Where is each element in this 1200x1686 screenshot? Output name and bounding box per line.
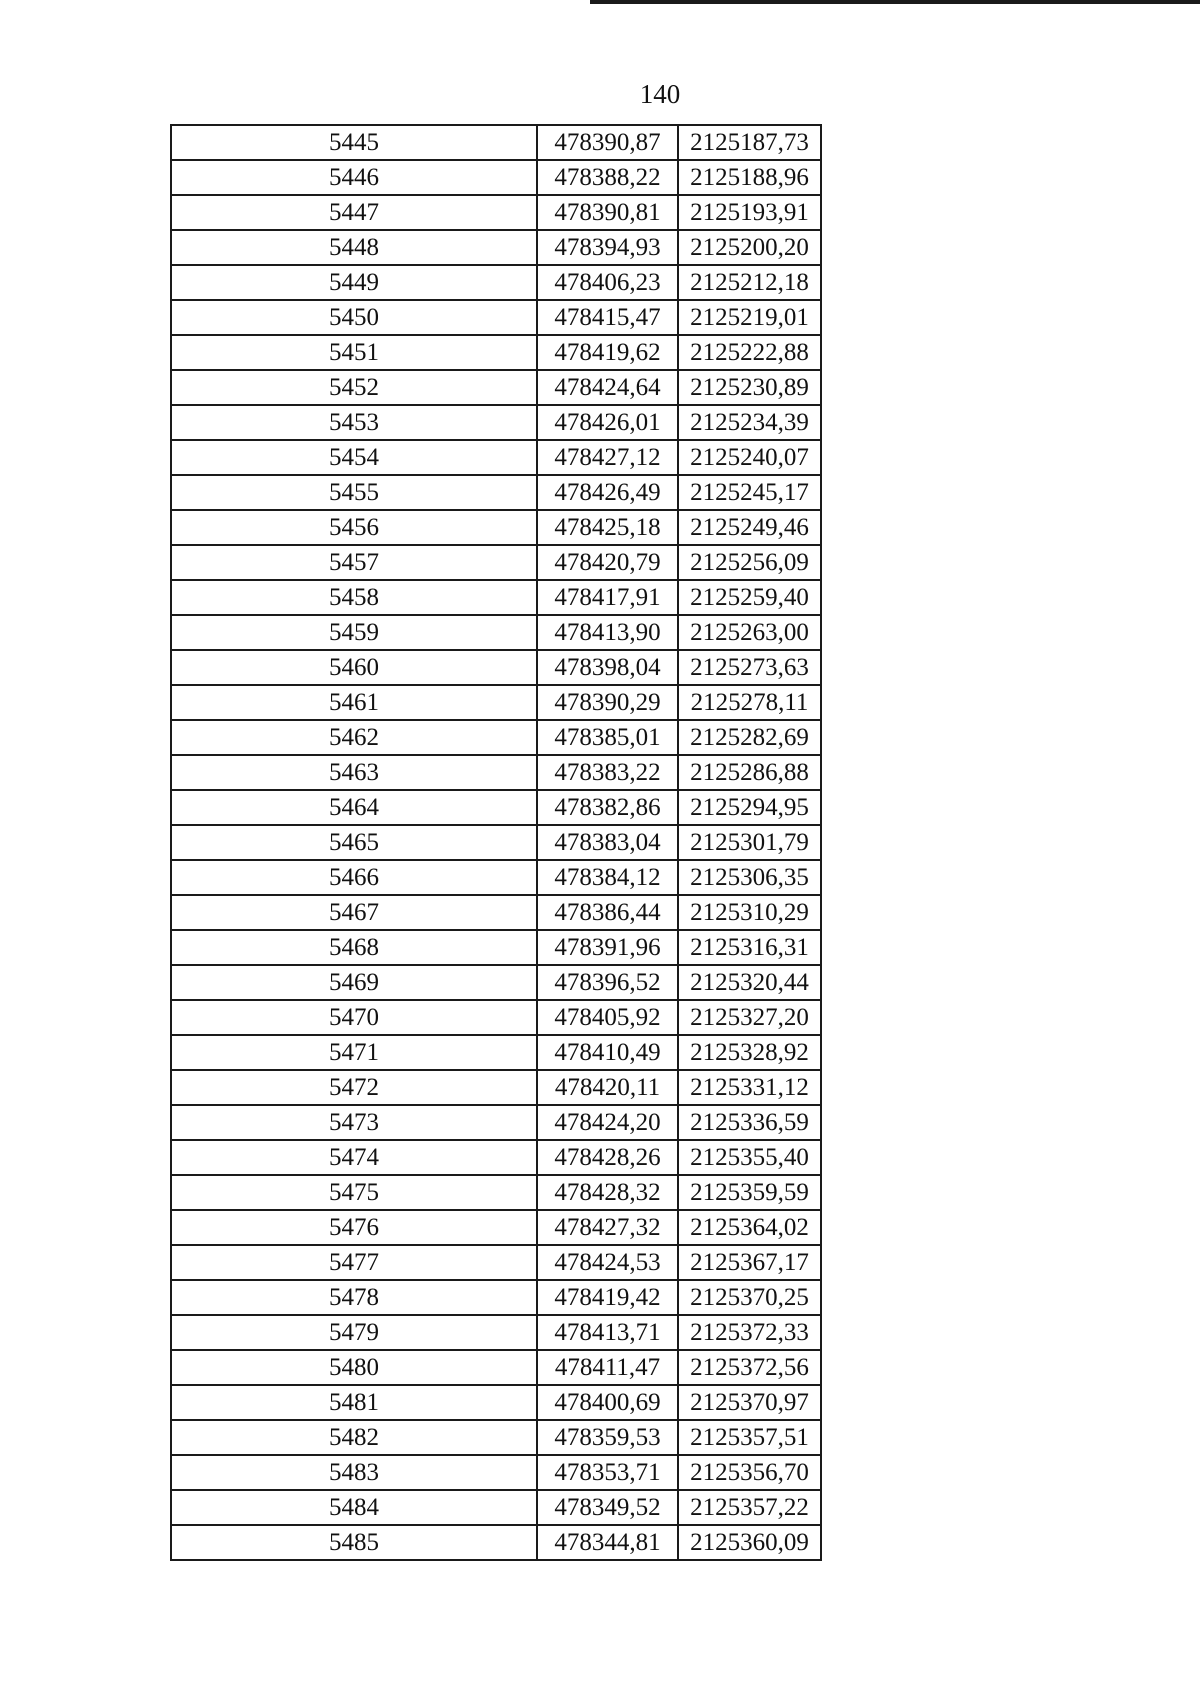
y-coordinate-cell: 2125364,02	[678, 1210, 821, 1245]
point-number-cell: 5453	[171, 405, 537, 440]
table-row	[171, 580, 821, 615]
x-coordinate-cell: 478424,20	[537, 1105, 678, 1140]
point-number-cell: 5479	[171, 1315, 537, 1350]
point-number-cell: 5466	[171, 860, 537, 895]
point-number-cell: 5450	[171, 300, 537, 335]
point-number-cell: 5445	[171, 125, 537, 160]
x-coordinate-cell: 478427,12	[537, 440, 678, 475]
table-row	[171, 1070, 821, 1105]
point-number-cell: 5447	[171, 195, 537, 230]
x-coordinate-cell: 478415,47	[537, 300, 678, 335]
x-coordinate-cell: 478426,49	[537, 475, 678, 510]
y-coordinate-cell: 2125336,59	[678, 1105, 821, 1140]
table-row	[171, 1455, 821, 1490]
point-number-cell: 5473	[171, 1105, 537, 1140]
y-coordinate-cell: 2125282,69	[678, 720, 821, 755]
table-row	[171, 405, 821, 440]
x-coordinate-cell: 478426,01	[537, 405, 678, 440]
x-coordinate-cell: 478396,52	[537, 965, 678, 1000]
point-number-cell: 5480	[171, 1350, 537, 1385]
y-coordinate-cell: 2125263,00	[678, 615, 821, 650]
table-row	[171, 1420, 821, 1455]
x-coordinate-cell: 478420,79	[537, 545, 678, 580]
point-number-cell: 5470	[171, 1000, 537, 1035]
x-coordinate-cell: 478424,64	[537, 370, 678, 405]
table-row	[171, 125, 821, 160]
point-number-cell: 5472	[171, 1070, 537, 1105]
y-coordinate-cell: 2125200,20	[678, 230, 821, 265]
y-coordinate-cell: 2125360,09	[678, 1525, 821, 1560]
x-coordinate-cell: 478406,23	[537, 265, 678, 300]
table-row	[171, 650, 821, 685]
y-coordinate-cell: 2125193,91	[678, 195, 821, 230]
point-number-cell: 5458	[171, 580, 537, 615]
table-row	[171, 440, 821, 475]
x-coordinate-cell: 478388,22	[537, 160, 678, 195]
table-row	[171, 1210, 821, 1245]
x-coordinate-cell: 478383,04	[537, 825, 678, 860]
x-coordinate-cell: 478419,42	[537, 1280, 678, 1315]
table-row	[171, 965, 821, 1000]
x-coordinate-cell: 478413,71	[537, 1315, 678, 1350]
y-coordinate-cell: 2125357,22	[678, 1490, 821, 1525]
table-row	[171, 1525, 821, 1560]
x-coordinate-cell: 478390,29	[537, 685, 678, 720]
y-coordinate-cell: 2125328,92	[678, 1035, 821, 1070]
x-coordinate-cell: 478391,96	[537, 930, 678, 965]
y-coordinate-cell: 2125372,56	[678, 1350, 821, 1385]
y-coordinate-cell: 2125294,95	[678, 790, 821, 825]
y-coordinate-cell: 2125249,46	[678, 510, 821, 545]
point-number-cell: 5464	[171, 790, 537, 825]
point-number-cell: 5459	[171, 615, 537, 650]
y-coordinate-cell: 2125356,70	[678, 1455, 821, 1490]
point-number-cell: 5463	[171, 755, 537, 790]
point-number-cell: 5468	[171, 930, 537, 965]
x-coordinate-cell: 478359,53	[537, 1420, 678, 1455]
point-number-cell: 5482	[171, 1420, 537, 1455]
table-row	[171, 300, 821, 335]
y-coordinate-cell: 2125219,01	[678, 300, 821, 335]
point-number-cell: 5483	[171, 1455, 537, 1490]
point-number-cell: 5460	[171, 650, 537, 685]
table-row	[171, 1490, 821, 1525]
table-row	[171, 510, 821, 545]
y-coordinate-cell: 2125240,07	[678, 440, 821, 475]
x-coordinate-cell: 478383,22	[537, 755, 678, 790]
x-coordinate-cell: 478405,92	[537, 1000, 678, 1035]
y-coordinate-cell: 2125355,40	[678, 1140, 821, 1175]
point-number-cell: 5469	[171, 965, 537, 1000]
table-row	[171, 1385, 821, 1420]
table-row	[171, 1035, 821, 1070]
table-row	[171, 790, 821, 825]
table-row	[171, 545, 821, 580]
x-coordinate-cell: 478410,49	[537, 1035, 678, 1070]
table-row	[171, 860, 821, 895]
top-border-rule	[590, 0, 1200, 4]
coordinates-table-body	[171, 125, 821, 1560]
y-coordinate-cell: 2125301,79	[678, 825, 821, 860]
point-number-cell: 5454	[171, 440, 537, 475]
point-number-cell: 5457	[171, 545, 537, 580]
table-row	[171, 1105, 821, 1140]
x-coordinate-cell: 478427,32	[537, 1210, 678, 1245]
x-coordinate-cell: 478420,11	[537, 1070, 678, 1105]
table-row	[171, 1000, 821, 1035]
table-row	[171, 895, 821, 930]
point-number-cell: 5461	[171, 685, 537, 720]
table-row	[171, 755, 821, 790]
table-row	[171, 230, 821, 265]
table-row	[171, 615, 821, 650]
y-coordinate-cell: 2125188,96	[678, 160, 821, 195]
x-coordinate-cell: 478353,71	[537, 1455, 678, 1490]
y-coordinate-cell: 2125320,44	[678, 965, 821, 1000]
x-coordinate-cell: 478398,04	[537, 650, 678, 685]
x-coordinate-cell: 478344,81	[537, 1525, 678, 1560]
table-row	[171, 475, 821, 510]
x-coordinate-cell: 478390,81	[537, 195, 678, 230]
point-number-cell: 5475	[171, 1175, 537, 1210]
table-row	[171, 160, 821, 195]
y-coordinate-cell: 2125372,33	[678, 1315, 821, 1350]
y-coordinate-cell: 2125331,12	[678, 1070, 821, 1105]
table-row	[171, 1175, 821, 1210]
y-coordinate-cell: 2125306,35	[678, 860, 821, 895]
x-coordinate-cell: 478411,47	[537, 1350, 678, 1385]
y-coordinate-cell: 2125212,18	[678, 265, 821, 300]
y-coordinate-cell: 2125245,17	[678, 475, 821, 510]
table-row	[171, 1350, 821, 1385]
point-number-cell: 5481	[171, 1385, 537, 1420]
table-row	[171, 370, 821, 405]
x-coordinate-cell: 478424,53	[537, 1245, 678, 1280]
point-number-cell: 5467	[171, 895, 537, 930]
coordinates-table-container	[170, 124, 820, 1561]
y-coordinate-cell: 2125367,17	[678, 1245, 821, 1280]
point-number-cell: 5452	[171, 370, 537, 405]
point-number-cell: 5462	[171, 720, 537, 755]
y-coordinate-cell: 2125187,73	[678, 125, 821, 160]
x-coordinate-cell: 478428,26	[537, 1140, 678, 1175]
table-row	[171, 1245, 821, 1280]
table-row	[171, 825, 821, 860]
y-coordinate-cell: 2125370,97	[678, 1385, 821, 1420]
point-number-cell: 5476	[171, 1210, 537, 1245]
y-coordinate-cell: 2125316,31	[678, 930, 821, 965]
x-coordinate-cell: 478385,01	[537, 720, 678, 755]
x-coordinate-cell: 478390,87	[537, 125, 678, 160]
y-coordinate-cell: 2125359,59	[678, 1175, 821, 1210]
point-number-cell: 5451	[171, 335, 537, 370]
y-coordinate-cell: 2125278,11	[678, 685, 821, 720]
x-coordinate-cell: 478386,44	[537, 895, 678, 930]
y-coordinate-cell: 2125259,40	[678, 580, 821, 615]
y-coordinate-cell: 2125370,25	[678, 1280, 821, 1315]
y-coordinate-cell: 2125327,20	[678, 1000, 821, 1035]
table-row	[171, 685, 821, 720]
table-row	[171, 720, 821, 755]
y-coordinate-cell: 2125286,88	[678, 755, 821, 790]
y-coordinate-cell: 2125222,88	[678, 335, 821, 370]
y-coordinate-cell: 2125256,09	[678, 545, 821, 580]
page-number: 140	[639, 79, 681, 109]
x-coordinate-cell: 478419,62	[537, 335, 678, 370]
point-number-cell: 5485	[171, 1525, 537, 1560]
point-number-cell: 5455	[171, 475, 537, 510]
y-coordinate-cell: 2125357,51	[678, 1420, 821, 1455]
point-number-cell: 5449	[171, 265, 537, 300]
x-coordinate-cell: 478425,18	[537, 510, 678, 545]
x-coordinate-cell: 478417,91	[537, 580, 678, 615]
table-row	[171, 1280, 821, 1315]
y-coordinate-cell: 2125230,89	[678, 370, 821, 405]
x-coordinate-cell: 478349,52	[537, 1490, 678, 1525]
point-number-cell: 5456	[171, 510, 537, 545]
coordinates-table	[170, 124, 822, 1561]
table-row	[171, 335, 821, 370]
x-coordinate-cell: 478394,93	[537, 230, 678, 265]
x-coordinate-cell: 478428,32	[537, 1175, 678, 1210]
point-number-cell: 5465	[171, 825, 537, 860]
x-coordinate-cell: 478384,12	[537, 860, 678, 895]
table-row	[171, 1140, 821, 1175]
y-coordinate-cell: 2125234,39	[678, 405, 821, 440]
point-number-cell: 5484	[171, 1490, 537, 1525]
x-coordinate-cell: 478382,86	[537, 790, 678, 825]
point-number-cell: 5448	[171, 230, 537, 265]
point-number-cell: 5471	[171, 1035, 537, 1070]
table-row	[171, 195, 821, 230]
table-row	[171, 265, 821, 300]
point-number-cell: 5474	[171, 1140, 537, 1175]
y-coordinate-cell: 2125310,29	[678, 895, 821, 930]
table-row	[171, 930, 821, 965]
x-coordinate-cell: 478400,69	[537, 1385, 678, 1420]
point-number-cell: 5478	[171, 1280, 537, 1315]
table-row	[171, 1315, 821, 1350]
y-coordinate-cell: 2125273,63	[678, 650, 821, 685]
point-number-cell: 5446	[171, 160, 537, 195]
x-coordinate-cell: 478413,90	[537, 615, 678, 650]
point-number-cell: 5477	[171, 1245, 537, 1280]
